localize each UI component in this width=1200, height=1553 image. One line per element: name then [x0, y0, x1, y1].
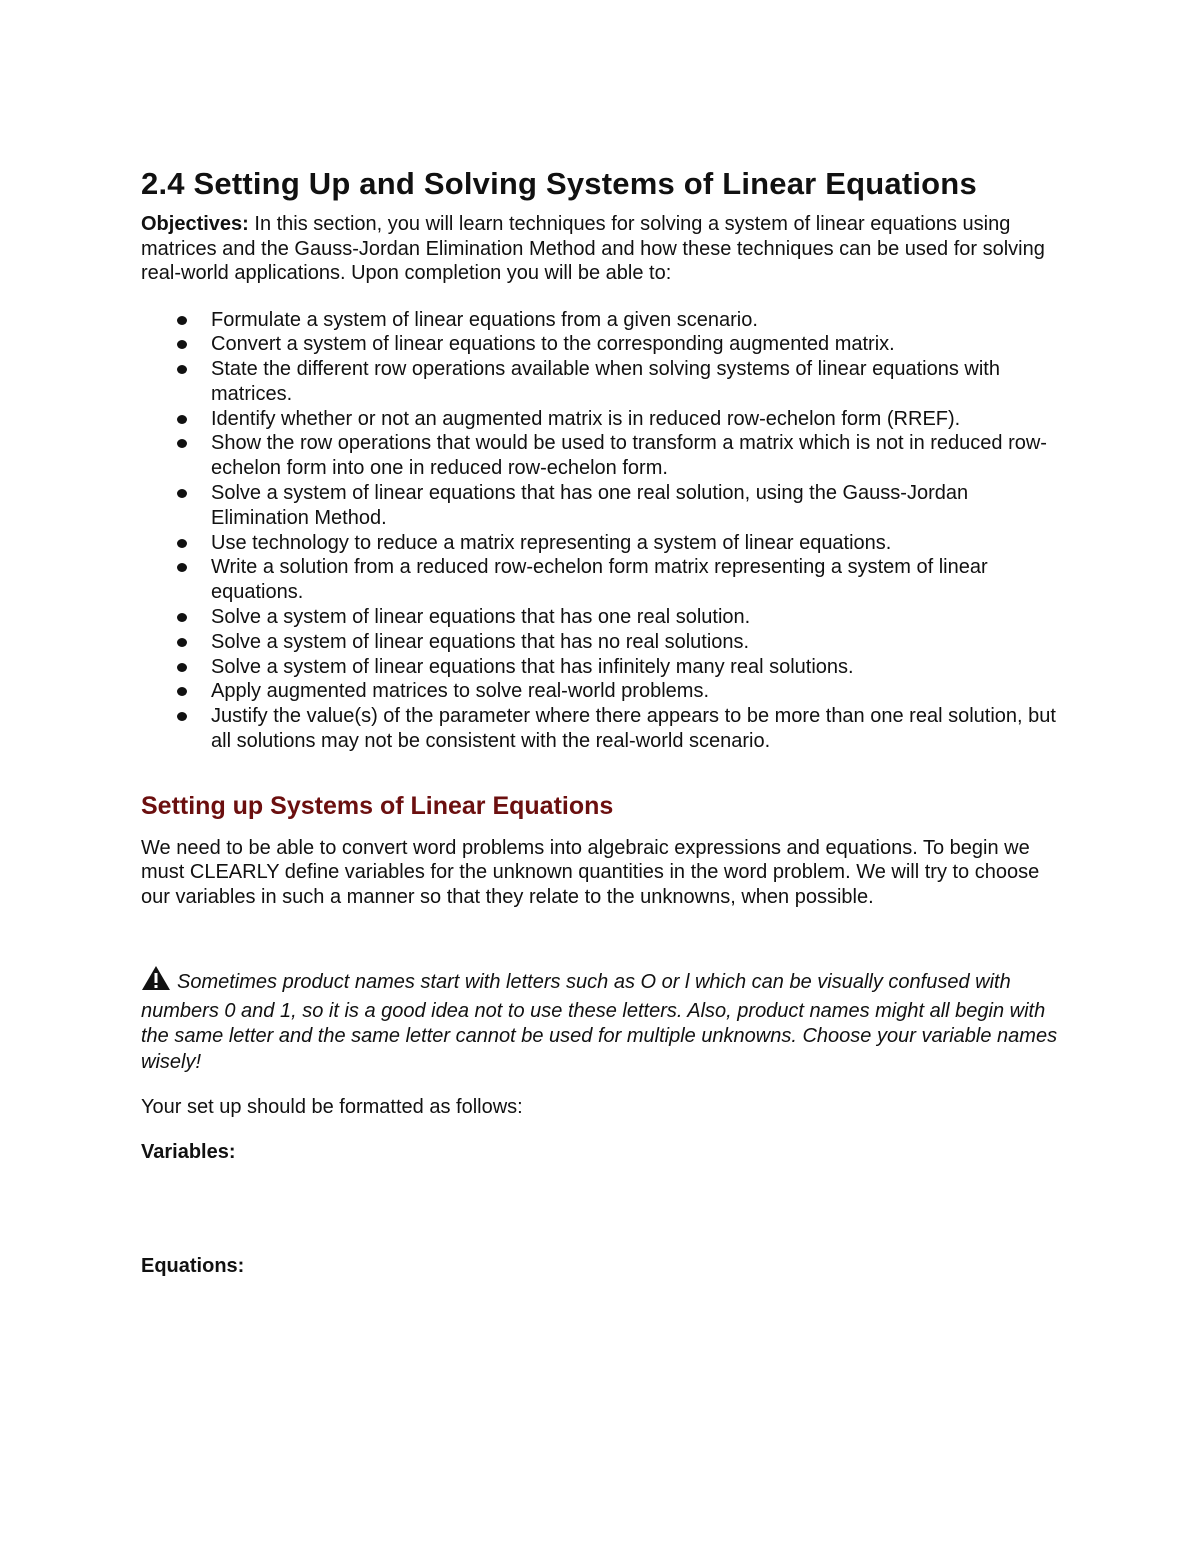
- objectives-label: Objectives:: [141, 213, 249, 235]
- list-item: Use technology to reduce a matrix representing a system of linear equations.: [141, 531, 1071, 556]
- document-page: [141, 160, 1071, 1279]
- bullet-icon: [177, 663, 187, 672]
- list-item: Solve a system of linear equations that has infinitely many real solutions.: [141, 655, 1071, 680]
- equations-label: Equations:: [141, 1255, 245, 1278]
- bullet-icon: [177, 687, 187, 696]
- bullet-icon: [177, 613, 187, 622]
- section-heading: Setting up Systems of Linear Equations: [141, 791, 614, 820]
- variables-label: Variables:: [141, 1140, 236, 1163]
- bullet-icon: [177, 539, 187, 548]
- list-item: Apply augmented matrices to solve real-world problems.: [141, 679, 1071, 704]
- bullet-icon: [177, 365, 187, 374]
- bullet-icon: [177, 563, 187, 572]
- list-item: Identify whether or not an augmented matrix is in reduced row-echelon form (RREF).: [141, 407, 1071, 432]
- objectives-paragraph: [141, 212, 1071, 286]
- objectives-list: [141, 308, 1071, 754]
- list-item: Write a solution from a reduced row-echelon form matrix representing a system of linear equations.: [141, 555, 1071, 605]
- bullet-icon: [177, 415, 187, 424]
- setup-text: Your set up should be formatted as follows:: [141, 1096, 523, 1119]
- bullet-icon: [177, 316, 187, 325]
- list-item: State the different row operations available when solving systems of linear equations with matrices.: [141, 357, 1071, 407]
- list-item: Solve a system of linear equations that has one real solution.: [141, 605, 1071, 630]
- list-item: Convert a system of linear equations to the corresponding augmented matrix.: [141, 332, 1071, 357]
- page-title: 2.4 Setting Up and Solving Systems of Linear Equations: [141, 166, 977, 201]
- bullet-icon: [177, 489, 187, 498]
- list-item: Solve a system of linear equations that has one real solution, using the Gauss-Jordan Elimination Method.: [141, 481, 1071, 531]
- list-item: Solve a system of linear equations that has no real solutions.: [141, 630, 1071, 655]
- objectives-text: In this section, you will learn techniques for solving a system of linear equations using matrices and the Gauss-Jordan Elimination Method and how these techniques can be used for solving real-world applications. Upon completion you will be able to:: [141, 213, 1045, 284]
- intro-paragraph: We need to be able to convert word problems into algebraic expressions and equations. To begin we must CLEARLY define variables for the unknown quantities in the word problem. We will try to choose our variables in such a manner so that they relate to the unknowns, when possible.: [141, 836, 1040, 908]
- warning-note: [141, 965, 1071, 1075]
- bullet-icon: [177, 638, 187, 647]
- warning-triangle-icon: [141, 965, 171, 999]
- bullet-icon: [177, 439, 187, 448]
- list-item: Justify the value(s) of the parameter where there appears to be more than one real solution, but all solutions may not be consistent with the real-world scenario.: [141, 704, 1071, 754]
- list-item: Formulate a system of linear equations from a given scenario.: [141, 308, 1071, 333]
- list-item: Show the row operations that would be used to transform a matrix which is not in reduced row-echelon form into one in reduced row-echelon form.: [141, 431, 1071, 481]
- bullet-icon: [177, 340, 187, 349]
- bullet-icon: [177, 712, 187, 721]
- warning-text: Sometimes product names start with letters such as O or l which can be visually confused with numbers 0 and 1, so it is a good idea not to use these letters. Also, product names might all begin with the same letter and the same letter cannot be used for multiple unknowns. Choose your variable names wisely!: [141, 971, 1058, 1073]
